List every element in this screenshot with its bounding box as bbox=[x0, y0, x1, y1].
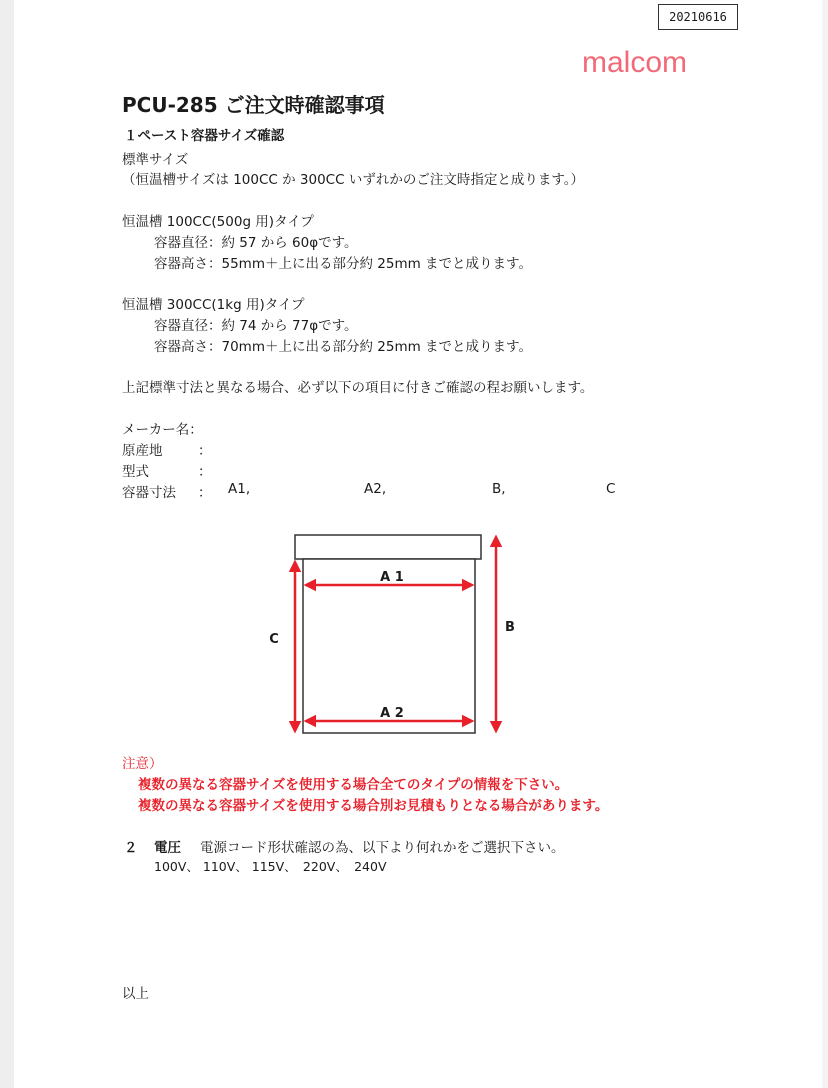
page-left-edge bbox=[0, 0, 14, 1088]
standard-size-note: （恒温槽サイズは 100CC か 300CC いずれかのご注文時指定と成ります。） bbox=[122, 172, 584, 188]
section1-heading: １ペースト容器サイズ確認 bbox=[124, 128, 285, 144]
document-title: PCU-285 ご注文時確認事項 bbox=[122, 93, 385, 117]
maker-field-label: メーカー名： bbox=[122, 422, 203, 438]
dimension-b: B, bbox=[492, 481, 506, 497]
type-300-title: 恒温槽 300CC(1kg 用)タイプ bbox=[122, 297, 305, 313]
section2-text: 電源コード形状確認の為、以下より何れかをご選択下さい。 bbox=[200, 840, 565, 856]
type-100-height: 容器高さ：55mm＋上に出る部分約 25mm までと成ります。 bbox=[154, 256, 532, 272]
note-line-1: 複数の異なる容器サイズを使用する場合全てのタイプの情報を下さい。 bbox=[138, 777, 569, 793]
container-diagram bbox=[260, 528, 530, 743]
origin-field-label: 原産地 bbox=[122, 443, 163, 459]
label-c: C bbox=[269, 632, 279, 647]
origin-colon: ： bbox=[198, 443, 212, 459]
request-text: 上記標準寸法と異なる場合、必ず以下の項目に付きご確認の程お願いします。 bbox=[122, 380, 594, 396]
dimension-a1: A1, bbox=[228, 481, 251, 497]
section2-number: ２ bbox=[124, 840, 138, 856]
label-b: B bbox=[505, 620, 515, 635]
dimension-a2: A2, bbox=[364, 481, 387, 497]
closing-text: 以上 bbox=[122, 986, 149, 1002]
model-field-label: 型式 bbox=[122, 464, 149, 480]
page-right-edge bbox=[822, 0, 828, 1088]
type-100-title: 恒温槽 100CC(500g 用)タイプ bbox=[122, 214, 314, 230]
dimensions-field-label: 容器寸法 bbox=[122, 485, 176, 501]
standard-size-label: 標準サイズ bbox=[122, 152, 189, 168]
type-300-diameter: 容器直径：約 74 から 77φです。 bbox=[154, 318, 358, 334]
section2-heading: 電圧 bbox=[154, 840, 181, 856]
dimensions-colon: ： bbox=[198, 485, 212, 501]
label-a2: A 2 bbox=[380, 706, 404, 721]
note-heading: 注意） bbox=[122, 756, 163, 772]
date-stamp: 20210616 bbox=[658, 4, 738, 30]
type-300-height: 容器高さ：70mm＋上に出る部分約 25mm までと成ります。 bbox=[154, 339, 532, 355]
malcom-logo: malcom bbox=[582, 46, 688, 79]
model-colon: ： bbox=[198, 464, 212, 480]
voltage-options: 100V、 110V、 115V、 220V、 240V bbox=[154, 859, 387, 874]
label-a1: A 1 bbox=[380, 570, 404, 585]
note-line-2: 複数の異なる容器サイズを使用する場合別お見積もりとなる場合があります。 bbox=[138, 798, 609, 814]
container-lid bbox=[295, 535, 481, 559]
dimension-c: C bbox=[606, 481, 616, 497]
type-100-diameter: 容器直径：約 57 から 60φです。 bbox=[154, 235, 358, 251]
